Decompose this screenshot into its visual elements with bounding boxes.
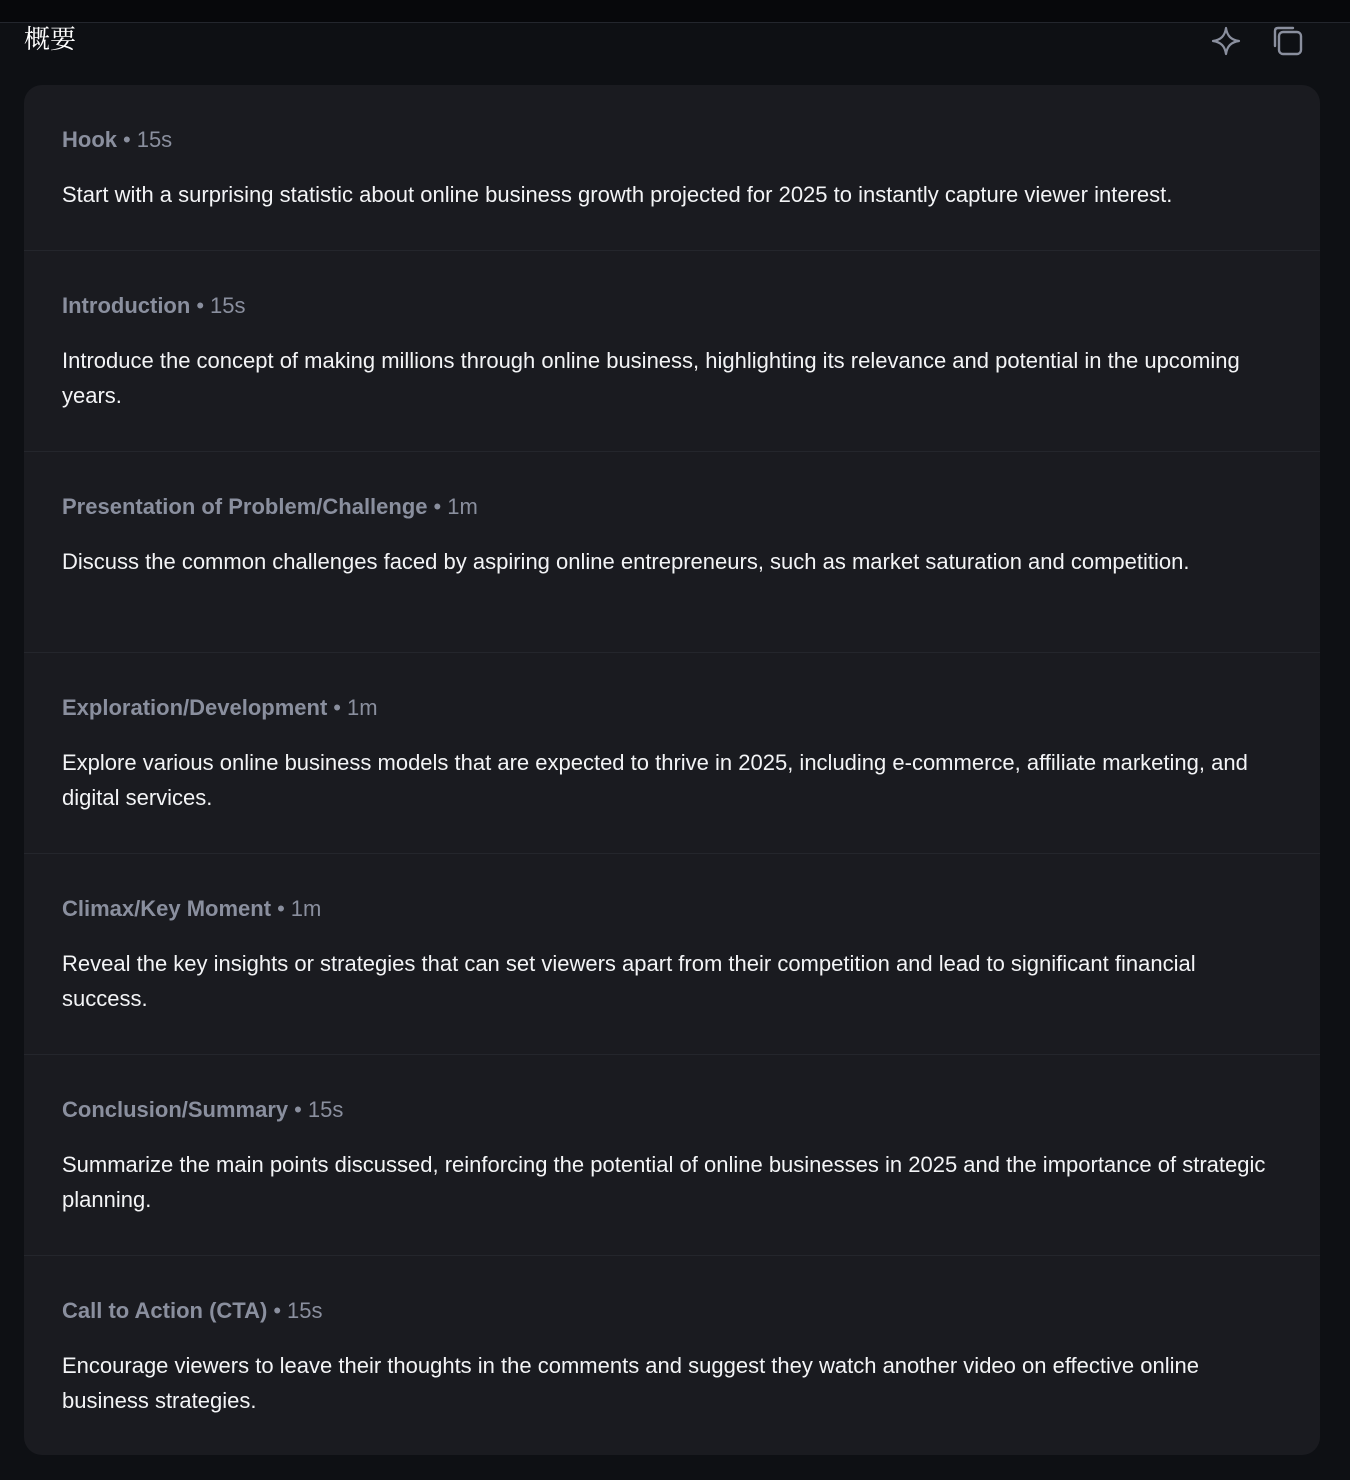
section-title: Conclusion/Summary (62, 1097, 289, 1122)
section-duration: 15s (210, 293, 246, 318)
section-title: Call to Action (CTA) (62, 1298, 268, 1323)
outline-section-conclusion (24, 1055, 1320, 1256)
separator-dot: • (196, 293, 205, 318)
section-heading (62, 125, 172, 155)
outline-section-cta (24, 1256, 1320, 1455)
separator-dot: • (333, 695, 341, 720)
copy-icon (1271, 24, 1305, 58)
window-top-bar (0, 0, 1350, 23)
separator-dot: • (277, 896, 285, 921)
outline-section-climax (24, 854, 1320, 1055)
section-description: Summarize the main points discussed, reinforcing the potential of online businesses in 2025 and the importance of strategic planning. (62, 1152, 1266, 1212)
section-heading (62, 1095, 343, 1125)
section-title: Hook (62, 127, 117, 152)
section-description: Reveal the key insights or strategies that can set viewers apart from their competition and lead to significant financial success. (62, 951, 1196, 1011)
separator-dot: • (294, 1097, 302, 1122)
outline-section-hook (24, 85, 1320, 251)
section-heading (62, 291, 246, 321)
section-description: Start with a surprising statistic about online business growth projected for 2025 to instantly capture viewer interest. (62, 182, 1173, 207)
section-duration: 1m (447, 494, 478, 519)
section-heading (62, 1296, 323, 1326)
section-duration: 15s (307, 1097, 344, 1122)
outline-panel (24, 85, 1320, 1455)
sparkle-icon (1210, 25, 1242, 57)
section-title: Exploration/Development (62, 695, 328, 720)
outline-section-introduction (24, 251, 1320, 452)
section-title: Introduction (62, 293, 191, 318)
outline-header (0, 23, 1350, 85)
page-title: 概要 (24, 25, 77, 55)
copy-button[interactable] (1270, 23, 1306, 59)
separator-dot: • (433, 494, 442, 519)
section-description: Introduce the concept of making millions through online business, highlighting its relevance and potential in the upcoming years. (62, 348, 1240, 408)
section-heading (62, 894, 321, 924)
section-duration: 1m (346, 695, 378, 720)
section-duration: 15s (287, 1298, 323, 1323)
section-title: Presentation of Problem/Challenge (62, 494, 428, 519)
ai-generate-button[interactable] (1208, 23, 1244, 59)
section-title: Climax/Key Moment (62, 896, 272, 921)
outline-section-exploration (24, 653, 1320, 854)
separator-dot: • (123, 127, 131, 152)
section-duration: 1m (290, 896, 322, 921)
section-duration: 15s (136, 127, 173, 152)
section-heading (62, 693, 378, 723)
section-description: Encourage viewers to leave their thoughts in the comments and suggest they watch another video on effective online business strategies. (62, 1353, 1199, 1413)
outline-section-problem (24, 452, 1320, 653)
section-description: Discuss the common challenges faced by aspiring online entrepreneurs, such as market saturation and competition. (62, 549, 1190, 574)
section-description: Explore various online business models that are expected to thrive in 2025, including e-commerce, affiliate marketing, and digital services. (62, 750, 1248, 810)
section-heading (62, 492, 478, 522)
separator-dot: • (273, 1298, 282, 1323)
